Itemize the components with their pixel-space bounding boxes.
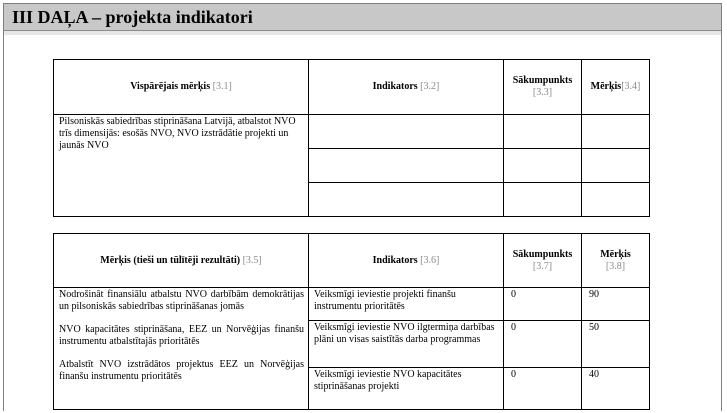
- starting-point-cell: 0: [504, 368, 582, 410]
- header-target: Mērķis [3.8]: [582, 234, 650, 288]
- indicator-cell: [309, 149, 504, 183]
- section-header: [4, 4, 721, 31]
- starting-point-cell: 0: [504, 321, 582, 368]
- indicator-cell: Veiksmīgi ieviestie NVO kapacitātes stiprināšanas projekti: [309, 368, 504, 410]
- general-goal-table: [53, 59, 650, 217]
- target-cell: 40: [582, 368, 650, 410]
- indicator-cell: Veiksmīgi ieviestie NVO ilgtermiņa darbības plāni un visas saistītās darba programmas: [309, 321, 504, 368]
- starting-point-cell: [504, 183, 582, 217]
- objective-text: Atbalstīt NVO izstrādātos projektus EEZ un Norvēģijas finanšu instrumentu prioritātēs: [59, 359, 304, 382]
- target-cell: [582, 115, 650, 149]
- table-row: [54, 115, 650, 149]
- table-header-row: [54, 60, 650, 115]
- starting-point-cell: [504, 115, 582, 149]
- indicator-cell: Veiksmīgi ieviestie projekti finanšu instrumentu prioritātēs: [309, 288, 504, 321]
- header-starting-point: Sākumpunkts [3.7]: [504, 234, 582, 288]
- general-goal-text: Pilsoniskās sabiedrības stiprināšana Latvijā, atbalstot NVO trīs dimensijās: esošās NVO, NVO izstrādātie projekti un jaunās NVO: [59, 116, 296, 151]
- general-goal-cell: [54, 115, 309, 217]
- target-cell: 50: [582, 321, 650, 368]
- header-shadow: [4, 31, 721, 35]
- starting-point-cell: 0: [504, 288, 582, 321]
- section-title: III DAĻA – projekta indikatori: [12, 7, 253, 27]
- objective-text: NVO kapacitātes stiprināšana, EEZ un Norvēģijas finanšu instrumentu atbalstītajās prioritātēs: [59, 324, 304, 347]
- objectives-table: [53, 233, 650, 410]
- header-starting-point: Sākumpunkts [3.3]: [504, 60, 582, 115]
- objectives-cell: [54, 288, 309, 410]
- target-cell: [582, 149, 650, 183]
- header-objective: Mērķis (tieši un tūlītēji rezultāti) [3.5]: [54, 234, 309, 288]
- header-general-goal: Vispārējais mērķis [3.1]: [54, 60, 309, 115]
- target-cell: 90: [582, 288, 650, 321]
- header-target: Mērķis[3.4]: [582, 60, 650, 115]
- header-indicator: Indikators [3.2]: [309, 60, 504, 115]
- target-cell: [582, 183, 650, 217]
- indicator-cell: [309, 115, 504, 149]
- objective-text: Nodrošināt finansiālu atbalstu NVO darbībām demokrātijas un pilsoniskās sabiedrības stiprināšanas jomās: [59, 289, 304, 312]
- table-row: [54, 288, 650, 321]
- table-header-row: [54, 234, 650, 288]
- indicator-cell: [309, 183, 504, 217]
- starting-point-cell: [504, 149, 582, 183]
- header-indicator: Indikators [3.6]: [309, 234, 504, 288]
